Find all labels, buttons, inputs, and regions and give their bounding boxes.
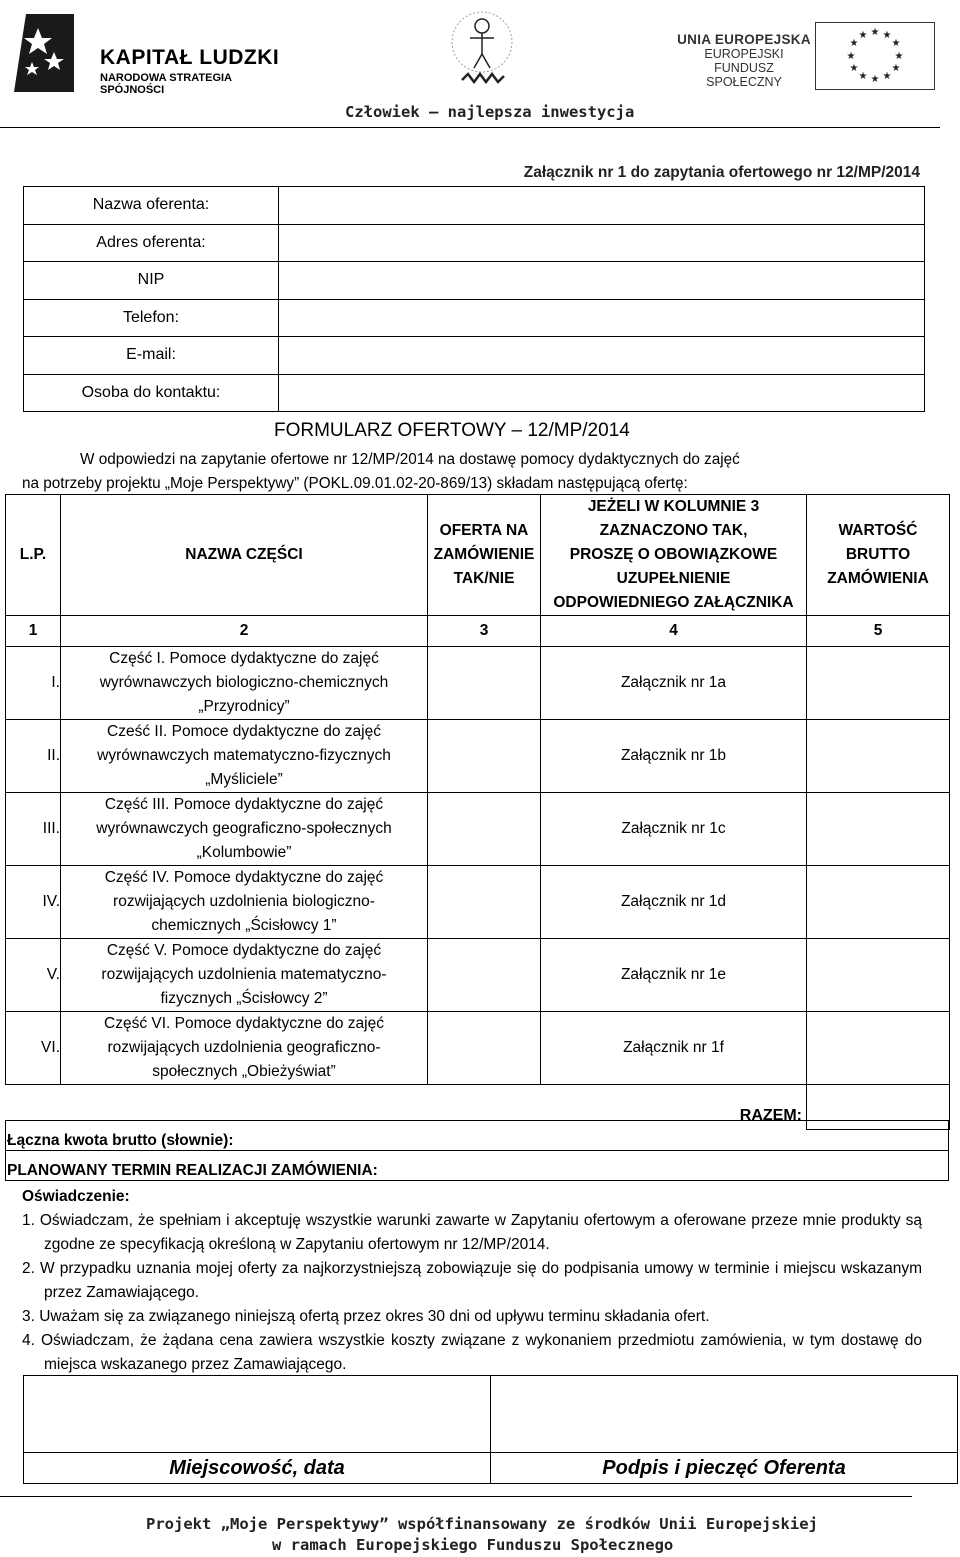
svg-text:★: ★ [891, 38, 901, 49]
row-lp: VI. [6, 1012, 61, 1085]
row-value-cell[interactable] [807, 939, 950, 1012]
row-lp: III. [6, 793, 61, 866]
declaration-item: 1. Oświadczam, że spełniam i akceptuję wszystkie warunki zawarte w Zapytaniu ofertowym a oferowane przeze mnie produkty są zgodne ze specyfikacją określoną w Zapytaniu ofertowym nr 12/MP/2014. [22, 1212, 922, 1253]
row-attachment: Załącznik nr 1c [541, 793, 807, 866]
svg-text:★: ★ [870, 74, 880, 85]
row-lp: V. [6, 939, 61, 1012]
table-row [6, 1012, 950, 1085]
kapital-ludzki-emblem-icon [12, 12, 76, 94]
place-date-label: Miejscowość, data [24, 1453, 491, 1484]
field-value-address[interactable] [279, 224, 925, 262]
klanza-figure-icon [440, 2, 525, 92]
col-number: 1 [6, 616, 61, 647]
col-number: 2 [61, 616, 428, 647]
field-label-contact: Osoba do kontaktu: [24, 374, 279, 412]
attachment-title: Załącznik nr 1 do zapytania ofertowego nr 12/MP/2014 [523, 164, 920, 181]
header-lp: L.P. [6, 495, 61, 616]
svg-text:★: ★ [882, 71, 892, 82]
row-part-name: Część III. Pomoce dydaktyczne do zajęć wyrównawczych geograficzno-społecznych „Kolumbowie” [61, 793, 428, 866]
svg-text:★: ★ [849, 63, 859, 74]
row-value-cell[interactable] [807, 720, 950, 793]
table-row [6, 720, 950, 793]
row-value-cell[interactable] [807, 1012, 950, 1085]
summary-table [5, 1120, 949, 1181]
row-attachment: Załącznik nr 1d [541, 866, 807, 939]
col-number: 5 [807, 616, 950, 647]
place-date-field[interactable] [24, 1376, 491, 1453]
declaration-item: 2. W przypadku uznania mojej oferty za najkorzystniejszą zobowiązuje się do podpisania umowy w terminie i miejscu wskazanym przez Zamawiającego. [22, 1260, 922, 1301]
amount-words-field[interactable]: Łączna kwota brutto (słownie): [6, 1121, 949, 1151]
row-part-name: Część IV. Pomoce dydaktyczne do zajęć rozwijających uzdolnienia biologiczno- chemicznych „Ścisłowcy 1” [61, 866, 428, 939]
field-value-contact[interactable] [279, 374, 925, 412]
declaration-heading: Oświadczenie: [22, 1188, 130, 1205]
field-label-nip: NIP [24, 262, 279, 300]
row-lp: IV. [6, 866, 61, 939]
row-offer-cell[interactable] [428, 939, 541, 1012]
svg-text:★: ★ [891, 63, 901, 74]
header-offer: OFERTA NA ZAMÓWIENIE TAK/NIE [428, 495, 541, 616]
field-label-email: E-mail: [24, 337, 279, 375]
intro-line-2: na potrzeby projektu „Moje Perspektywy” (POKL.09.01.02-20-869/13) składam następującą ofertę: [22, 475, 688, 492]
row-part-name: Część VI. Pomoce dydaktyczne do zajęć rozwijających uzdolnienia geograficzno- społecznych „Obieżyświat” [61, 1012, 428, 1085]
svg-text:★: ★ [846, 51, 856, 62]
eu-logo [675, 22, 945, 92]
field-value-phone[interactable] [279, 299, 925, 337]
table-row [6, 939, 950, 1012]
declaration-item: 4. Oświadczam, że żądana cena zawiera wszystkie koszty związane z wykonaniem przedmiotu zamówienia, w tym dostawę do miejsca wskazanego przez Zamawiającego. [22, 1332, 922, 1373]
row-attachment: Załącznik nr 1a [541, 647, 807, 720]
field-value-name[interactable] [279, 187, 925, 225]
footer-divider [0, 1496, 912, 1497]
row-offer-cell[interactable] [428, 647, 541, 720]
svg-text:★: ★ [870, 27, 880, 38]
eu-flag-icon [815, 22, 935, 90]
total-label: RAZEM: [739, 1107, 802, 1124]
row-lp: I. [6, 647, 61, 720]
kapital-ludzki-subtitle: NARODOWA STRATEGIA SPÓJNOŚCI [100, 72, 232, 96]
row-offer-cell[interactable] [428, 866, 541, 939]
declaration [22, 1185, 922, 1377]
row-value-cell[interactable] [807, 866, 950, 939]
klanza-logo [440, 2, 525, 92]
row-part-name: Cześć II. Pomoce dydaktyczne do zajęć wyrównawczych matematyczno-fizycznych „Myśliciele” [61, 720, 428, 793]
kapital-ludzki-title: KAPITAŁ LUDZKI [100, 46, 280, 69]
eu-logo-line2: EUROPEJSKI [704, 47, 784, 61]
row-part-name: Część I. Pomoce dydaktyczne do zajęć wyrównawczych biologiczno-chemicznych „Przyrodnicy” [61, 647, 428, 720]
row-attachment: Załącznik nr 1b [541, 720, 807, 793]
header-name: NAZWA CZĘŚCI [61, 495, 428, 616]
eu-logo-line3: FUNDUSZ SPOŁECZNY [706, 61, 782, 89]
field-label-address: Adres oferenta: [24, 224, 279, 262]
eu-logo-line1: UNIA EUROPEJSKA [677, 32, 811, 47]
svg-text:★: ★ [858, 71, 868, 82]
header-attachment: JEŻELI W KOLUMNIE 3 ZAZNACZONO TAK, PROSZĘ O OBOWIĄZKOWE UZUPEŁNIENIE ODPOWIEDNIEGO ZAŁĄCZNIKA [541, 495, 807, 616]
row-attachment: Załącznik nr 1f [541, 1012, 807, 1085]
svg-text:★: ★ [882, 30, 892, 41]
footer-line-1: Projekt „Moje Perspektywy” współfinansowany ze środków Unii Europejskiej [146, 1515, 818, 1533]
row-offer-cell[interactable] [428, 720, 541, 793]
table-row [6, 866, 950, 939]
row-attachment: Załącznik nr 1e [541, 939, 807, 1012]
field-label-phone: Telefon: [24, 299, 279, 337]
col-number: 4 [541, 616, 807, 647]
field-value-nip[interactable] [279, 262, 925, 300]
row-offer-cell[interactable] [428, 1012, 541, 1085]
footer-line-2: w ramach Europejskiego Funduszu Społecznego [272, 1536, 674, 1554]
table-row [6, 647, 950, 720]
field-label-name: Nazwa oferenta: [24, 187, 279, 225]
term-field[interactable]: PLANOWANY TERMIN REALIZACJI ZAMÓWIENIA: [6, 1151, 949, 1181]
bidder-info-table [23, 186, 925, 412]
declaration-item: 3. Uważam się za związanego niniejszą ofertą przez okres 30 dni od upływu terminu składania ofert. [22, 1308, 710, 1325]
row-lp: II. [6, 720, 61, 793]
header-value: WARTOŚĆ BRUTTO ZAMÓWIENIA [807, 495, 950, 616]
field-value-email[interactable] [279, 337, 925, 375]
offer-table [5, 494, 950, 1130]
kapital-ludzki-logo [12, 10, 282, 100]
row-value-cell[interactable] [807, 793, 950, 866]
table-row [6, 793, 950, 866]
svg-text:★: ★ [858, 30, 868, 41]
row-offer-cell[interactable] [428, 793, 541, 866]
intro-line-1: W odpowiedzi na zapytanie ofertowe nr 12/MP/2014 na dostawę pomocy dydaktycznych do zajęć [80, 451, 740, 468]
svg-text:★: ★ [894, 51, 904, 62]
row-part-name: Część V. Pomoce dydaktyczne do zajęć rozwijających uzdolnienia matematyczno- fizycznych „Ścisłowcy 2” [61, 939, 428, 1012]
header-divider [0, 127, 940, 128]
svg-text:★: ★ [849, 38, 859, 49]
signature-label: Podpis i pieczęć Oferenta [491, 1453, 958, 1484]
row-value-cell[interactable] [807, 647, 950, 720]
signature-table [23, 1375, 958, 1484]
signature-field[interactable] [491, 1376, 958, 1453]
col-number: 3 [428, 616, 541, 647]
